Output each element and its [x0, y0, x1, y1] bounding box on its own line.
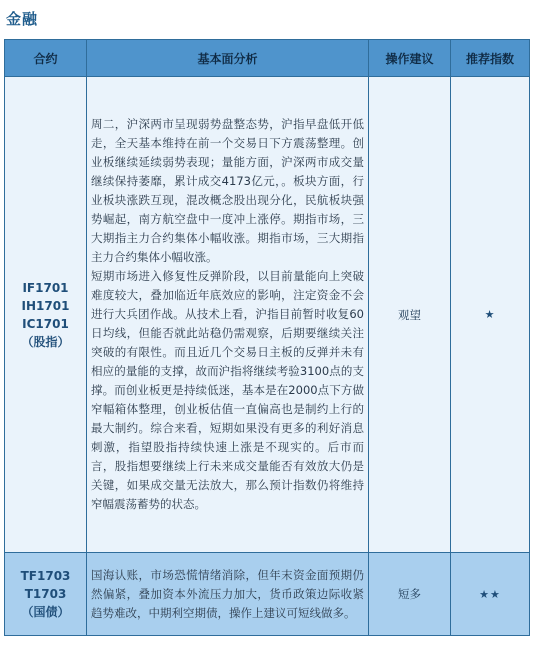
contract-code: IC1701 [22, 316, 69, 331]
advice-cell: 短多 [369, 553, 451, 636]
contract-code: T1703 [24, 587, 67, 601]
header-contract: 合约 [5, 40, 87, 77]
contract-category: （股指） [21, 334, 70, 349]
contract-code: IH1701 [21, 298, 70, 313]
header-analysis: 基本面分析 [87, 40, 369, 77]
contract-category: （国债） [21, 605, 70, 619]
contract-cell [5, 77, 87, 553]
table-row [5, 553, 530, 636]
header-advice: 操作建议 [369, 40, 451, 77]
analysis-cell [87, 77, 369, 553]
analysis-paragraph: 周二，沪深两市呈现弱势盘整态势，沪指早盘低开低走，全天基本维持在前一个交易日下方震荡整理。创业板继续延续弱势表现；量能方面，沪深两市成交量继续保持萎靡，累计成交4173亿元，。板块方面，行业板块涨跌互现，混改概念股出现分化，民航板块强势崛起，南方航空盘中一度冲上涨停。期指市场，三大期指主力合约集体小幅收涨。期指市场，三大期指主力合约集体小幅收涨。 [91, 117, 364, 264]
contract-code: IF1701 [22, 280, 69, 295]
rating-stars: ★ [451, 77, 530, 553]
header-rating: 推荐指数 [451, 40, 530, 77]
rating-stars: ★★ [451, 553, 530, 636]
analysis-table [4, 39, 530, 636]
contract-code: TF1703 [20, 569, 71, 583]
advice-cell: 观望 [369, 77, 451, 553]
table-header-row [5, 40, 530, 77]
analysis-paragraph: 短期市场进入修复性反弹阶段，以目前量能向上突破难度较大，叠加临近年底效应的影响，注定资金不会进行大兵团作战。从技术上看，沪指目前暂时收复60日均线，但能否就此站稳仍需观察，后期要继续关注突破的有限性。而且近几个交易日主板的反弹并未有相应的量能的支撑，故而沪指将继续考验3100点的支撑。而创业板更是持续低迷，基本是在2000点下方做窄幅箱体整理，创业板估值一直偏高也是制约上行的最大制约。综合来看，短期如果没有更多的利好消息刺激，指望股指持续快速上涨是不现实的。后市而言，股指想要继续上行未来成交量能否有效放大仍是关键，如果成交量无法放大，那么预计指数仍将维持窄幅震荡蓄势的状态。 [91, 269, 364, 511]
table-row [5, 77, 530, 553]
analysis-cell [87, 553, 369, 636]
section-title: 金融 [6, 10, 39, 28]
analysis-paragraph: 国海认账，市场恐慌情绪消除，但年末资金面预期仍然偏紧，叠加资本外流压力加大，货币政策边际收紧趋势难改，中期利空期债，操作上建议可短线做多。 [91, 567, 364, 620]
contract-cell [5, 553, 87, 636]
